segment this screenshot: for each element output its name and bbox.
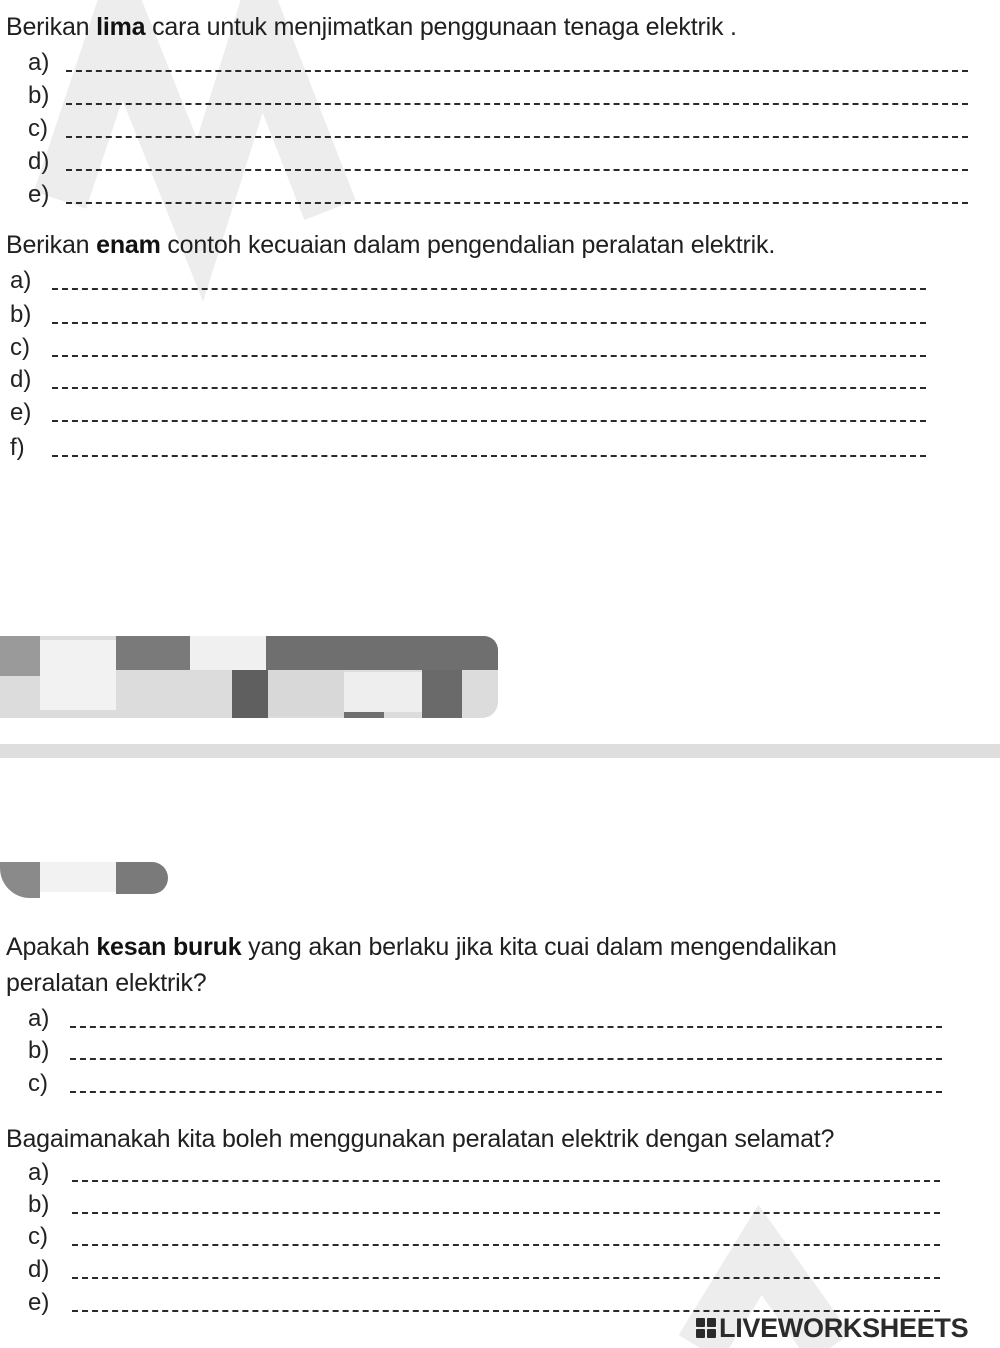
- item-letter: c): [28, 115, 48, 142]
- answer-row[interactable]: [28, 1069, 948, 1101]
- answer-row[interactable]: [10, 333, 930, 365]
- answer-line[interactable]: [52, 387, 926, 389]
- answer-row[interactable]: [10, 398, 930, 430]
- item-letter: a): [28, 1159, 50, 1186]
- item-letter: a): [28, 49, 50, 76]
- answer-row[interactable]: [28, 147, 948, 179]
- item-letter: d): [28, 1256, 50, 1283]
- answer-row[interactable]: [28, 81, 948, 113]
- answer-row[interactable]: [10, 365, 930, 397]
- censored-block: [422, 670, 462, 718]
- answer-line[interactable]: [72, 1244, 940, 1246]
- censored-block: [0, 862, 40, 898]
- question-2: Berikan enam contoh kecuaian dalam pengendalian peralatan elektrik.: [6, 231, 776, 259]
- answer-line[interactable]: [52, 322, 926, 324]
- answer-row[interactable]: [28, 1004, 948, 1036]
- item-letter: c): [28, 1223, 48, 1250]
- answer-line[interactable]: [66, 136, 968, 138]
- censored-block: [344, 712, 384, 718]
- answer-line[interactable]: [70, 1091, 942, 1093]
- item-letter: e): [28, 181, 50, 208]
- answer-line[interactable]: [66, 169, 968, 171]
- answer-line[interactable]: [66, 202, 968, 204]
- answer-row[interactable]: [28, 48, 948, 80]
- item-letter: e): [28, 1289, 50, 1316]
- censored-block: [268, 670, 344, 716]
- answer-row[interactable]: [28, 1190, 948, 1222]
- censored-block: [266, 636, 498, 670]
- answer-line[interactable]: [52, 355, 926, 357]
- logo-text: LIVEWORKSHEETS: [719, 1313, 969, 1343]
- item-letter: c): [28, 1070, 48, 1097]
- item-letter: f): [10, 434, 25, 461]
- answer-line[interactable]: [52, 420, 926, 422]
- answer-row[interactable]: [28, 114, 948, 146]
- answer-row[interactable]: [10, 300, 930, 332]
- item-letter: b): [28, 1037, 50, 1064]
- item-letter: b): [10, 301, 32, 328]
- answer-row[interactable]: [28, 1036, 948, 1068]
- question-1: Berikan lima cara untuk menjimatkan penggunaan tenaga elektrik .: [6, 13, 737, 41]
- answer-line[interactable]: [66, 70, 968, 72]
- answer-row[interactable]: [28, 1255, 948, 1287]
- censored-block: [344, 672, 422, 712]
- censored-block: [40, 862, 116, 892]
- answer-line[interactable]: [72, 1277, 940, 1279]
- censored-block: [116, 862, 168, 894]
- answer-line[interactable]: [66, 103, 968, 105]
- answer-line[interactable]: [70, 1026, 942, 1028]
- item-letter: b): [28, 82, 50, 109]
- censored-block: [0, 636, 40, 676]
- question-3: Apakah kesan buruk yang akan berlaku jika kita cuai dalam mengendalikan: [6, 933, 837, 961]
- censored-block: [232, 670, 268, 718]
- item-letter: e): [10, 399, 32, 426]
- item-letter: d): [28, 148, 50, 175]
- item-letter: a): [28, 1005, 50, 1032]
- answer-line[interactable]: [52, 455, 926, 457]
- answer-line[interactable]: [70, 1058, 942, 1060]
- censored-block: [40, 640, 116, 710]
- item-letter: d): [10, 366, 32, 393]
- answer-row[interactable]: [28, 1222, 948, 1254]
- item-letter: b): [28, 1191, 50, 1218]
- answer-row[interactable]: [10, 433, 930, 465]
- answer-line[interactable]: [72, 1212, 940, 1214]
- liveworksheets-logo[interactable]: [696, 1312, 968, 1344]
- answer-row[interactable]: [10, 266, 930, 298]
- question-4: Bagaimanakah kita boleh menggunakan peralatan elektrik dengan selamat?: [6, 1125, 835, 1153]
- answer-line[interactable]: [72, 1180, 940, 1182]
- answer-row[interactable]: [28, 1158, 948, 1190]
- liveworksheets-logo-icon: [696, 1318, 716, 1338]
- item-letter: a): [10, 267, 32, 294]
- question-3-line2: peralatan elektrik?: [6, 969, 207, 997]
- answer-line[interactable]: [52, 288, 926, 290]
- censored-block: [116, 636, 190, 670]
- censored-block: [190, 636, 266, 670]
- item-letter: c): [10, 334, 30, 361]
- page-divider: [0, 744, 1000, 758]
- answer-row[interactable]: [28, 180, 948, 212]
